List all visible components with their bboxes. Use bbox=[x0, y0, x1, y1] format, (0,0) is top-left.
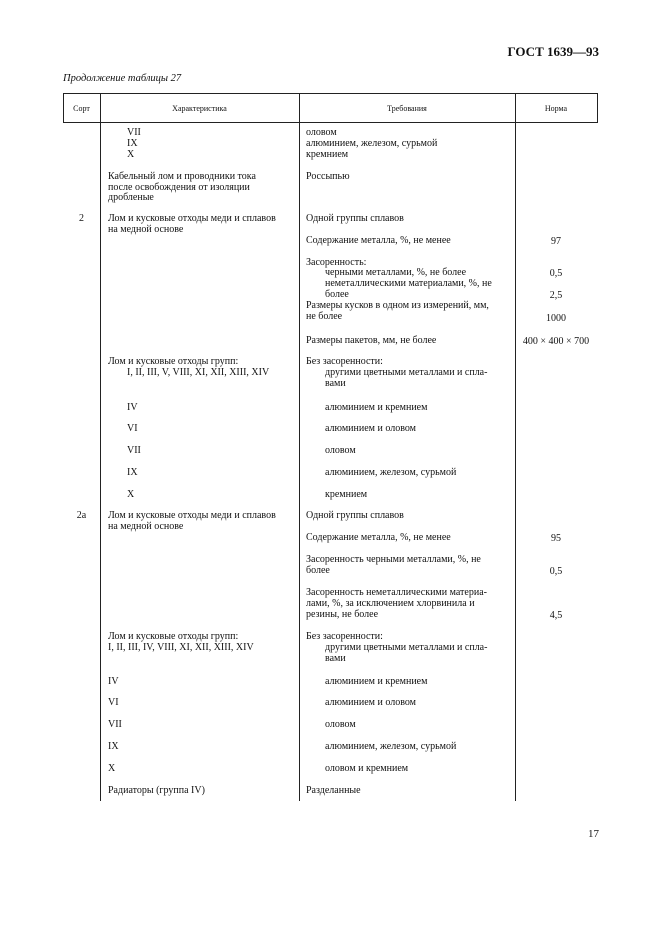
char-group2-iv: IV bbox=[108, 676, 119, 687]
req-nonmetal-2c: резины, не более bbox=[306, 609, 379, 620]
char-x: X bbox=[127, 149, 135, 160]
req-other-nonferrous-2b: вами bbox=[325, 653, 346, 664]
table-continuation-caption: Продолжение таблицы 27 bbox=[63, 73, 182, 84]
req-al-fe-sb-2: алюминием, железом, сурьмой bbox=[325, 741, 457, 752]
char-group1-ix: IX bbox=[127, 467, 138, 478]
req-nonmetal-2: Засоренность неметаллическими материа- bbox=[306, 587, 487, 598]
req-ferrous-2: Засоренность черными металлами, %, не bbox=[306, 554, 481, 565]
char-group2-ix: IX bbox=[108, 741, 119, 752]
req-nonmetal-1: неметаллическими материалами, %, не bbox=[325, 278, 492, 289]
req-dismantled: Разделанные bbox=[306, 785, 361, 796]
req-package-size: Размеры пакетов, мм, не более bbox=[306, 335, 437, 346]
sort-2: 2 bbox=[79, 213, 84, 224]
char-group1-vi: VI bbox=[127, 423, 138, 434]
char-vii: VII bbox=[127, 127, 141, 138]
norm-package-size: 400 × 400 × 700 bbox=[522, 336, 590, 347]
req-contamination-1: Засоренность: bbox=[306, 257, 367, 268]
norm-metal-content-1: 97 bbox=[551, 236, 561, 247]
standard-code: ГОСТ 1639—93 bbox=[507, 44, 599, 59]
req-al-si-2: алюминием и кремнием bbox=[325, 676, 428, 687]
col-header-requirements: Требования bbox=[387, 104, 427, 113]
req-one-alloy-group-1: Одной группы сплавов bbox=[306, 213, 404, 224]
char-scrap-copper-1: Лом и кусковые отходы меди и сплавов на медной основе bbox=[108, 213, 276, 235]
col-header-characteristic: Характеристика bbox=[172, 104, 227, 113]
req-al-si-1: алюминием и кремнием bbox=[325, 402, 428, 413]
req-loose: Россыпью bbox=[306, 171, 350, 182]
char-cable: Кабельный лом и проводники тока после освобождения от изоляции дробленые bbox=[108, 171, 256, 203]
req-metal-content-2: Содержание металла, %, не менее bbox=[306, 532, 451, 543]
req-piece-size: Размеры кусков в одном из измерений, мм, bbox=[306, 300, 489, 311]
norm-nonmetal-2: 4,5 bbox=[549, 610, 563, 621]
req-no-contamination-2: Без засоренности: bbox=[306, 631, 383, 642]
req-nonmetal-2b: лами, %, за исключением хлорвинила и bbox=[306, 598, 475, 609]
page-number: 17 bbox=[588, 828, 599, 840]
req-metal-content-1: Содержание металла, %, не менее bbox=[306, 235, 451, 246]
char-radiators: Радиаторы (группа IV) bbox=[108, 785, 205, 796]
norm-piece-size: 1000 bbox=[546, 313, 566, 324]
char-group1-iv: IV bbox=[127, 402, 138, 413]
req-other-nonferrous-1b: вами bbox=[325, 378, 346, 389]
char-scrap-copper-2: Лом и кусковые отходы меди и сплавов на медной основе bbox=[108, 510, 276, 532]
req-nonmetal-1b: более bbox=[325, 289, 349, 300]
req-si-1: кремнием bbox=[325, 489, 368, 500]
col-header-norm: Норма bbox=[544, 104, 568, 113]
char-group2-vi: VI bbox=[108, 697, 119, 708]
req-sn-si-2: оловом и кремнием bbox=[325, 763, 409, 774]
req-other-nonferrous-1: другими цветными металлами и спла- bbox=[325, 367, 488, 378]
req-silicon: кремнием bbox=[306, 149, 349, 160]
char-group1-vii: VII bbox=[127, 445, 141, 456]
req-ferrous-2b: более bbox=[306, 565, 330, 576]
norm-ferrous-2: 0,5 bbox=[549, 566, 563, 577]
req-no-contamination-1: Без засоренности: bbox=[306, 356, 383, 367]
req-sn-1: оловом bbox=[325, 445, 356, 456]
norm-metal-content-2: 95 bbox=[551, 533, 561, 544]
req-al-fe-sb: алюминием, железом, сурьмой bbox=[306, 138, 438, 149]
char-groups-2: Лом и кусковые отходы групп: I, II, III, IV, VIII, XI, XII, XIII, XIV bbox=[108, 631, 254, 653]
char-ix: IX bbox=[127, 138, 138, 149]
char-group1-x: X bbox=[127, 489, 135, 500]
req-other-nonferrous-2: другими цветными металлами и спла- bbox=[325, 642, 488, 653]
norm-nonmetal-1: 2,5 bbox=[549, 290, 563, 301]
req-al-sn-2: алюминием и оловом bbox=[325, 697, 417, 708]
req-piece-size-b: не более bbox=[306, 311, 343, 322]
sort-2a: 2а bbox=[76, 510, 87, 521]
req-al-fe-sb-1: алюминием, железом, сурьмой bbox=[325, 467, 457, 478]
col-header-sort: Сорт bbox=[73, 104, 90, 113]
norm-ferrous-1: 0,5 bbox=[549, 268, 563, 279]
req-tin: оловом bbox=[306, 127, 337, 138]
req-sn-2: оловом bbox=[325, 719, 356, 730]
req-ferrous-1: черными металлами, %, не более bbox=[325, 267, 467, 278]
req-one-alloy-group-2: Одной группы сплавов bbox=[306, 510, 404, 521]
req-al-sn-1: алюминием и оловом bbox=[325, 423, 417, 434]
char-group2-x: X bbox=[108, 763, 116, 774]
char-group2-vii: VII bbox=[108, 719, 122, 730]
char-groups-1: Лом и кусковые отходы групп: I, II, III, V, VIII, XI, XII, XIII, XIV bbox=[108, 356, 270, 378]
